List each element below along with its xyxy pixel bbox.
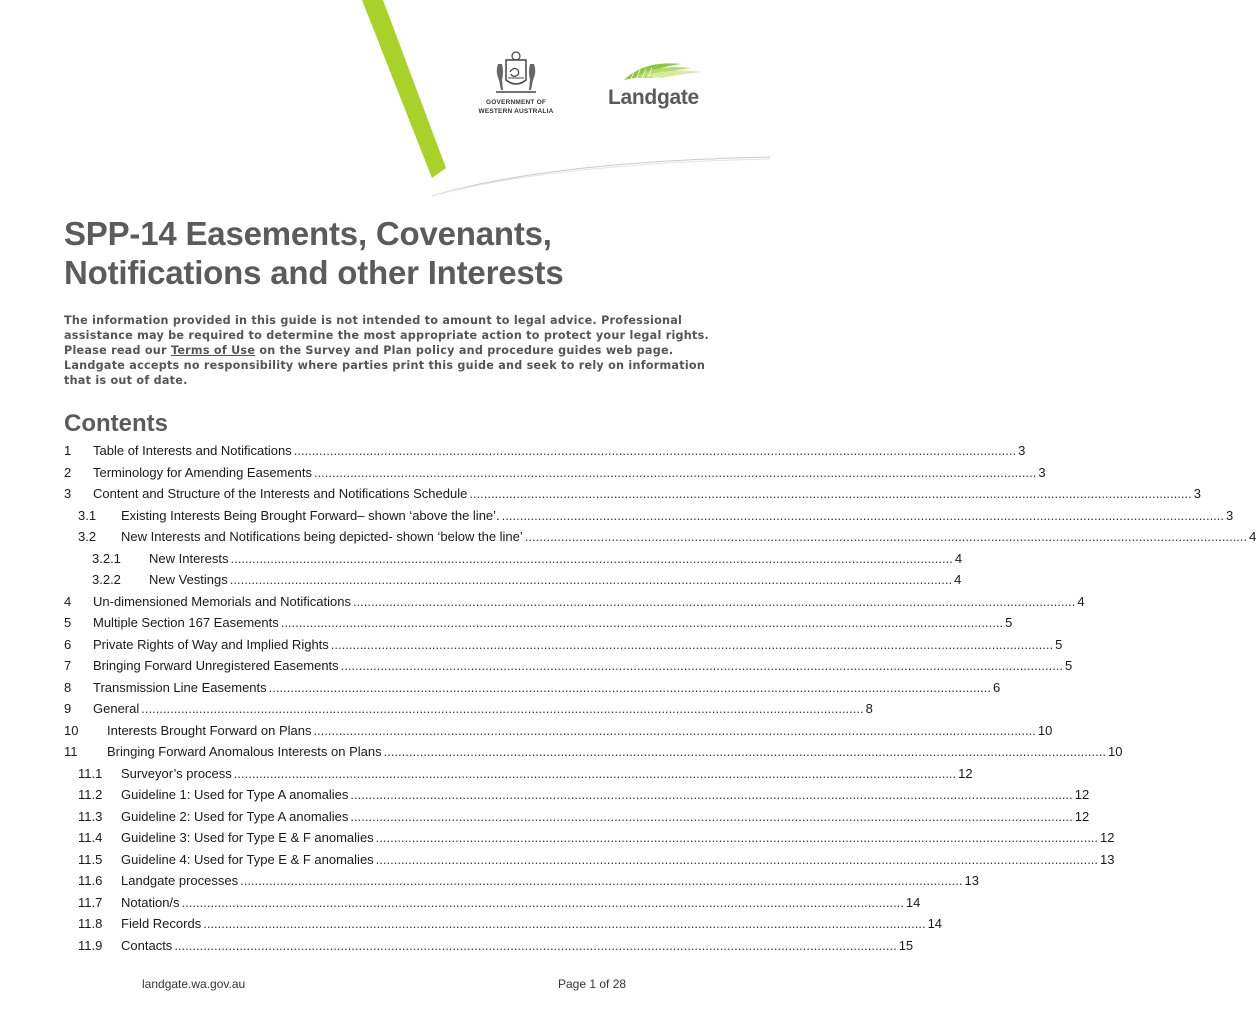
toc-entry-label: New Interests and Notifications being depicted- shown ‘below the line’ — [121, 529, 523, 544]
toc-entry-number: 11.7 — [78, 894, 103, 910]
toc-leader-dots: ........................................................................................................................................................................................................ — [501, 507, 1225, 523]
toc-entry-number: 11.9 — [78, 937, 103, 953]
toc-entry-number: 11.5 — [78, 851, 103, 867]
toc-leader-dots: ........................................................................................................................................................................................................ — [233, 765, 957, 781]
toc-entry-label: Un-dimensioned Memorials and Notifications — [93, 593, 351, 609]
toc-entry-number: 11.1 — [78, 765, 103, 781]
toc-entry-label: Transmission Line Easements — [93, 679, 267, 695]
toc-leader-dots: ........................................................................................................................................................................................................ — [293, 443, 1017, 458]
toc-entry-number: 11.2 — [78, 787, 103, 802]
toc-entry-page: 13 — [964, 873, 979, 888]
toc-entry-label: Multiple Section 167 Easements — [93, 615, 279, 630]
toc-leader-dots: ........................................................................................................................................................................................................ — [313, 722, 1036, 738]
toc-entry[interactable] — [64, 507, 1234, 530]
toc-entry-number: 2 — [64, 464, 72, 480]
toc-leader-dots: ........................................................................................................................................................................................................ — [268, 679, 992, 695]
toc-entry-page: 4 — [1249, 529, 1256, 544]
toc-leader-dots: ........................................................................................................................................................................................................ — [141, 701, 864, 716]
toc-entry-number: 10 — [64, 722, 79, 738]
toc-leader-dots: ........................................................................................................................................................................................................ — [350, 787, 1073, 802]
toc-entry[interactable] — [64, 937, 914, 960]
legal-disclaimer — [64, 313, 714, 388]
toc-leader-dots: ........................................................................................................................................................................................................ — [313, 464, 1037, 480]
toc-entry-page: 5 — [1005, 615, 1013, 630]
toc-entry[interactable] — [64, 658, 1073, 680]
terms-of-use-link[interactable]: Terms of Use — [170, 344, 256, 357]
toc-leader-dots: ........................................................................................................................................................................................................ — [469, 486, 1192, 501]
toc-entry-page: 13 — [1100, 851, 1115, 867]
toc-entry-label: Field Records — [121, 916, 202, 931]
table-of-contents — [64, 443, 1256, 959]
toc-leader-dots: ........................................................................................................................................................................................................ — [174, 937, 897, 953]
toc-entry-label: Guideline 3: Used for Type E & F anomalies — [121, 830, 374, 845]
government-of-wa-logo — [476, 50, 556, 120]
toc-entry-page: 14 — [927, 916, 943, 931]
toc-entry[interactable] — [64, 851, 1115, 874]
toc-leader-dots: ........................................................................................................................................................................................................ — [230, 550, 953, 566]
toc-entry-label: Bringing Forward Unregistered Easements — [93, 658, 339, 673]
toc-leader-dots: ........................................................................................................................................................................................................ — [280, 615, 1004, 630]
toc-entry-page: 3 — [1193, 486, 1201, 501]
toc-entry[interactable] — [64, 464, 1046, 487]
toc-entry-number: 3.2 — [78, 529, 97, 544]
gov-logo-line-1: GOVERNMENT OF — [485, 99, 547, 106]
toc-entry[interactable] — [64, 529, 1256, 551]
landgate-wordmark: Landgate — [608, 86, 699, 109]
toc-leader-dots: ........................................................................................................................................................................................................ — [375, 851, 1099, 867]
footer-page-number: Page 1 of 28 — [558, 977, 627, 991]
toc-entry[interactable] — [64, 550, 963, 573]
toc-entry-number: 8 — [64, 679, 72, 695]
toc-entry-label: Guideline 1: Used for Type A anomalies — [121, 787, 349, 802]
toc-entry[interactable] — [64, 765, 973, 788]
toc-entry[interactable] — [64, 787, 1090, 809]
toc-entry-page: 4 — [1077, 593, 1085, 609]
toc-entry[interactable] — [64, 679, 1001, 702]
toc-entry-label: General — [93, 701, 140, 716]
toc-entry-label: Bringing Forward Anomalous Interests on Plans — [107, 744, 382, 759]
toc-entry[interactable] — [64, 593, 1085, 616]
toc-entry[interactable] — [64, 873, 979, 895]
toc-entry-page: 3 — [1226, 507, 1234, 523]
toc-entry[interactable] — [64, 615, 1013, 637]
toc-leader-dots: ........................................................................................................................................................................................................ — [203, 916, 926, 931]
header-curve — [432, 157, 770, 196]
accent-stripe — [362, 0, 446, 178]
toc-entry-label: Interests Brought Forward on Plans — [107, 722, 312, 738]
toc-entry-page: 5 — [1055, 636, 1063, 652]
toc-entry[interactable] — [64, 744, 1123, 766]
coat-of-arms-icon — [490, 50, 542, 98]
toc-entry-label: Guideline 4: Used for Type E & F anomalies — [121, 851, 374, 867]
toc-leader-dots: ........................................................................................................................................................................................................ — [240, 873, 963, 888]
toc-entry[interactable] — [64, 830, 1115, 852]
disclaimer-text-start: The information provided in this guide is not intended to amount to legal advice. Professional assistance may be required to determine the most appropriate action to protect your legal rights. Please read our — [64, 314, 710, 357]
toc-entry-number: 11.3 — [78, 808, 103, 824]
toc-entry-label: Existing Interests Being Brought Forward– shown ‘above the line’. — [121, 507, 500, 523]
toc-leader-dots: ........................................................................................................................................................................................................ — [229, 572, 953, 587]
toc-entry-number: 4 — [64, 593, 72, 609]
toc-entry-label: Table of Interests and Notifications — [93, 443, 292, 458]
toc-entry-number: 11.4 — [78, 830, 103, 845]
gov-logo-line-2: WESTERN AUSTRALIA — [478, 108, 554, 115]
toc-entry-label: Guideline 2: Used for Type A anomalies — [121, 808, 349, 824]
toc-leader-dots: ........................................................................................................................................................................................................ — [352, 593, 1076, 609]
toc-leader-dots: ........................................................................................................................................................................................................ — [350, 808, 1073, 824]
toc-entry-page: 4 — [954, 572, 962, 587]
toc-entry-label: Surveyor’s process — [121, 765, 232, 781]
toc-entry-page: 3 — [1018, 443, 1026, 458]
toc-leader-dots: ........................................................................................................................................................................................................ — [330, 636, 1054, 652]
toc-entry-label: Contacts — [121, 937, 173, 953]
toc-entry[interactable] — [64, 636, 1063, 659]
contents-heading: Contents — [64, 410, 168, 437]
toc-entry-label: New Vestings — [149, 572, 228, 587]
toc-entry-number: 5 — [64, 615, 72, 630]
toc-entry-number: 11.8 — [78, 916, 103, 931]
toc-entry-page: 10 — [1107, 744, 1123, 759]
disclaimer-text-end: on the Survey and Plan policy and procedure guides web page. Landgate accepts no responsibility where parties print this guide and seek to rely on information that is out of date. — [64, 344, 706, 387]
toc-entry-number: 9 — [64, 701, 72, 716]
toc-entry[interactable] — [64, 916, 943, 938]
toc-leader-dots: ........................................................................................................................................................................................................ — [524, 529, 1248, 544]
toc-entry-label: New Interests — [149, 550, 229, 566]
toc-entry-page: 10 — [1037, 722, 1053, 738]
toc-entry-page: 6 — [993, 679, 1001, 695]
toc-leader-dots: ........................................................................................................................................................................................................ — [340, 658, 1064, 673]
toc-entry-page: 12 — [1074, 808, 1090, 824]
title-line-1: SPP-14 Easements, Covenants, — [64, 215, 552, 252]
toc-entry-number: 11.6 — [78, 873, 103, 888]
toc-entry[interactable] — [64, 486, 1201, 508]
title-line-2: Notifications and other Interests — [64, 254, 564, 291]
landgate-swoosh-icon — [620, 58, 706, 86]
footer-website[interactable]: landgate.wa.gov.au — [142, 977, 246, 991]
toc-entry-page: 5 — [1065, 658, 1073, 673]
toc-entry-page: 3 — [1038, 464, 1046, 480]
toc-leader-dots: ........................................................................................................................................................................................................ — [383, 744, 1106, 759]
toc-entry-label: Notation/s — [121, 894, 180, 910]
landgate-logo — [608, 58, 718, 118]
toc-entry-page: 12 — [1100, 830, 1115, 845]
toc-entry-number: 3 — [64, 486, 72, 501]
document-title — [64, 214, 724, 292]
toc-entry-number: 1 — [64, 443, 72, 458]
toc-entry-label: Terminology for Amending Easements — [93, 464, 312, 480]
toc-entry-label: Private Rights of Way and Implied Rights — [93, 636, 329, 652]
toc-leader-dots: ........................................................................................................................................................................................................ — [375, 830, 1099, 845]
toc-entry-number: 6 — [64, 636, 72, 652]
toc-entry-number: 11 — [64, 744, 78, 759]
toc-entry-page: 8 — [865, 701, 873, 716]
toc-entry-page: 12 — [958, 765, 973, 781]
toc-entry[interactable] — [64, 722, 1053, 745]
toc-entry-number: 3.1 — [78, 507, 97, 523]
toc-entry[interactable] — [64, 701, 873, 723]
toc-entry[interactable] — [64, 572, 962, 594]
toc-entry[interactable] — [64, 808, 1090, 831]
toc-entry-number: 3.2.1 — [92, 550, 121, 566]
toc-entry[interactable] — [64, 894, 921, 917]
toc-entry-label: Content and Structure of the Interests and Notifications Schedule — [93, 486, 468, 501]
toc-entry[interactable] — [64, 443, 1026, 465]
toc-entry-label: Landgate processes — [121, 873, 239, 888]
toc-entry-page: 14 — [905, 894, 921, 910]
toc-entry-page: 4 — [954, 550, 963, 566]
toc-leader-dots: ........................................................................................................................................................................................................ — [181, 894, 904, 910]
toc-entry-number: 7 — [64, 658, 72, 673]
toc-entry-page: 15 — [898, 937, 914, 953]
toc-entry-page: 12 — [1074, 787, 1090, 802]
toc-entry-number: 3.2.2 — [92, 572, 121, 587]
